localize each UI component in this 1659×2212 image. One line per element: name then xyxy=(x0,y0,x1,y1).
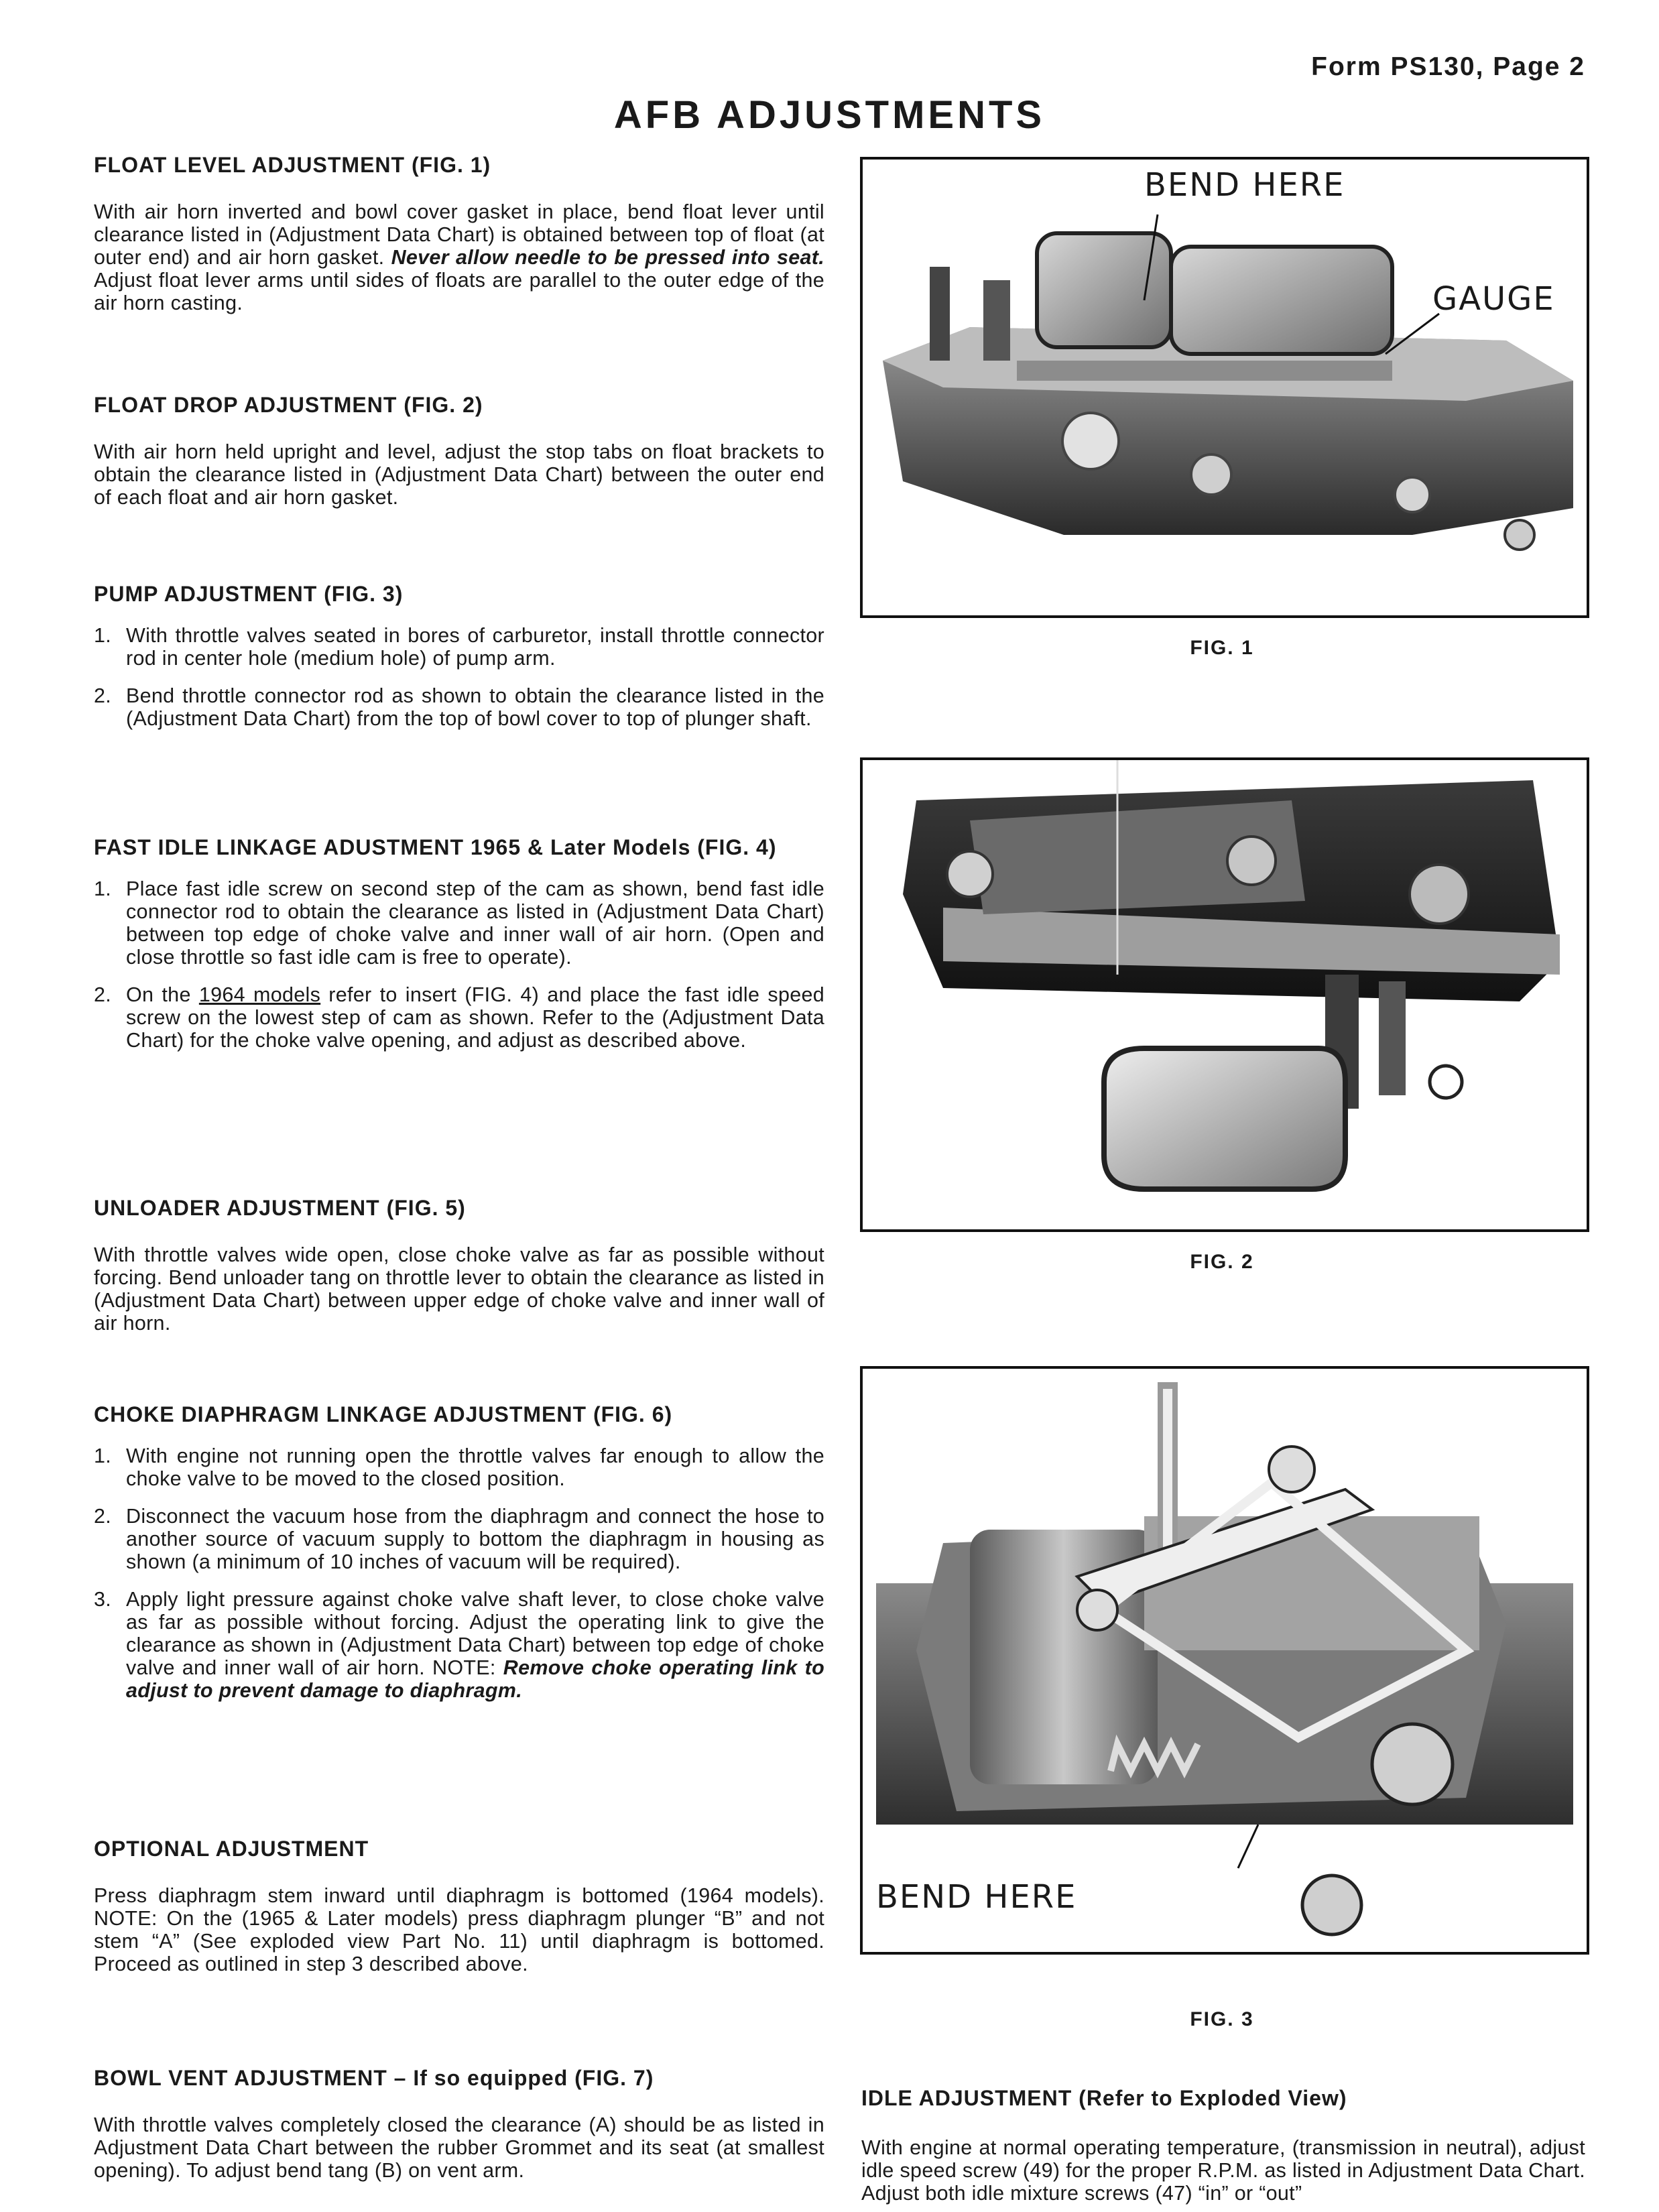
section-float-drop xyxy=(94,393,824,509)
unloader-heading: UNLOADER ADJUSTMENT (FIG. 5) xyxy=(94,1196,466,1220)
pump-heading: PUMP ADJUSTMENT (FIG. 3) xyxy=(94,582,404,606)
choke-diaphragm-note: Remove choke operating link to adjust to prevent damage to diaphragm. xyxy=(126,1656,825,1702)
optional-heading: OPTIONAL ADJUSTMENT xyxy=(94,1837,369,1861)
float-level-text xyxy=(94,200,824,314)
form-page-number: Form PS130, Page 2 xyxy=(1311,52,1585,81)
fig1-caption: FIG. 1 xyxy=(1190,637,1254,659)
fig1-bend-here-label: BEND HERE xyxy=(1144,166,1345,204)
unloader-text: With throttle valves wide open, close choke valve as far as possible without forcing. Bend unloader tang on throttle lever to obtain the clearance as listed in (Adjustment Data Chart) between upper edge of choke valve and inner wall of air horn. xyxy=(94,1243,824,1335)
optional-text: Press diaphragm stem inward until diaphragm is bottomed (1964 models). NOTE: On the (1965 & Later models) press diaphragm plunger “B” and not stem “A” (See exploded view Part No. 11) until diaphragm is bottomed. Proceed as outlined in step 3 described above. xyxy=(94,1884,824,1975)
section-float-level xyxy=(94,153,824,314)
idle-heading: IDLE ADJUSTMENT (Refer to Exploded View) xyxy=(861,2086,1347,2110)
section-unloader xyxy=(94,1196,824,1335)
section-idle xyxy=(861,2086,1585,2205)
list-item: 1. With throttle valves seated in bores of carburetor, install throttle connector rod in center hole (medium hole) of pump arm. xyxy=(94,624,824,670)
idle-text: With engine at normal operating temperature, (transmission in neutral), adjust idle speed screw (49) for the proper R.P.M. as listed in Adjustment Data Chart. Adjust both idle mixture screws (47) “in” or “out” xyxy=(861,2136,1585,2205)
fast-idle-heading: FAST IDLE LINKAGE ADUSTMENT 1965 & Later Models (FIG. 4) xyxy=(94,835,777,859)
list-item: 2. Bend throttle connector rod as shown to obtain the clearance listed in the (Adjustment Data Chart) from the top of bowl cover to top of plunger shaft. xyxy=(94,684,824,730)
section-choke-diaphragm xyxy=(94,1402,824,1717)
fig1-gauge-label: GAUGE xyxy=(1432,280,1555,318)
section-bowl-vent xyxy=(94,2066,824,2182)
section-optional xyxy=(94,1837,824,1975)
float-level-text-b: Adjust float lever arms until sides of floats are parallel to the outer edge of the air horn casting. xyxy=(94,269,824,314)
underlined-1964-models: 1964 models xyxy=(198,983,321,1006)
float-drop-heading: FLOAT DROP ADJUSTMENT (FIG. 2) xyxy=(94,393,483,417)
float-level-text-a: With air horn inverted and bowl cover gasket in place, bend float lever until clearance listed in (Adjustment Data Chart) is obtained between top of float (at outer end) and air horn gasket. xyxy=(94,200,824,269)
pump-steps xyxy=(94,624,824,730)
choke-diaphragm-heading: CHOKE DIAPHRAGM LINKAGE ADJUSTMENT (FIG. 6) xyxy=(94,1402,673,1426)
carburetor-float-drop-illustration xyxy=(863,760,1587,1229)
float-level-warning: Never allow needle to be pressed into seat. xyxy=(391,246,824,269)
list-item: 2. Disconnect the vacuum hose from the diaphragm and connect the hose to another source of vacuum supply to bottom the diaphragm in housing as shown (a minimum of 10 inches of vacuum will be required). xyxy=(94,1505,824,1573)
fast-idle-steps xyxy=(94,877,824,1052)
bowl-vent-text: With throttle valves completely closed the clearance (A) should be as listed in Adjustment Data Chart between the rubber Grommet and its seat (at smallest opening). To adjust bend tang (B) on vent arm. xyxy=(94,2113,824,2182)
list-item: 2. On the 1964 models refer to insert (FIG. 4) and place the fast idle speed screw on the lowest step of cam as shown. Refer to the (Adjustment Data Chart) for the choke valve opening, and adjust as described above. xyxy=(94,983,824,1052)
section-pump xyxy=(94,582,824,745)
section-fast-idle xyxy=(94,835,824,1066)
choke-diaphragm-steps xyxy=(94,1445,824,1702)
list-item: 1. With engine not running open the throttle valves far enough to allow the choke valve to be moved to the closed position. xyxy=(94,1445,824,1490)
fig3-caption: FIG. 3 xyxy=(1190,2008,1254,2030)
fig3-bend-here-label: BEND HERE xyxy=(876,1878,1077,1916)
figure-2-photo xyxy=(860,757,1589,1232)
float-level-heading: FLOAT LEVEL ADJUSTMENT (FIG. 1) xyxy=(94,153,491,177)
figure-3-photo xyxy=(860,1366,1589,1955)
list-item: 3. Apply light pressure against choke valve shaft lever, to close choke valve as far as possible without forcing. Adjust the operating link to give the clearance as shown in (Adjustment Data Chart) between top edge of choke valve and inner wall of air horn. NOTE: Remove choke operating link to adjust to prevent damage to diaphragm. xyxy=(94,1588,825,1702)
list-item: 1. Place fast idle screw on second step of the cam as shown, bend fast idle connector rod to obtain the clearance as listed in (Adjustment Data Chart) between top edge of choke valve and inner wall of air horn. (Open and close throttle so fast idle cam is free to operate). xyxy=(94,877,824,969)
carburetor-pump-linkage-illustration xyxy=(863,1369,1587,1952)
carburetor-float-illustration xyxy=(863,160,1587,615)
page-title: AFB ADJUSTMENTS xyxy=(613,93,1046,137)
figure-1-photo xyxy=(860,157,1589,618)
fig2-caption: FIG. 2 xyxy=(1190,1251,1254,1273)
float-drop-text: With air horn held upright and level, adjust the stop tabs on float brackets to obtain the clearance listed in (Adjustment Data Chart) between the outer end of each float and air horn gasket. xyxy=(94,440,824,509)
bowl-vent-heading: BOWL VENT ADJUSTMENT – If so equipped (FIG. 7) xyxy=(94,2066,654,2090)
